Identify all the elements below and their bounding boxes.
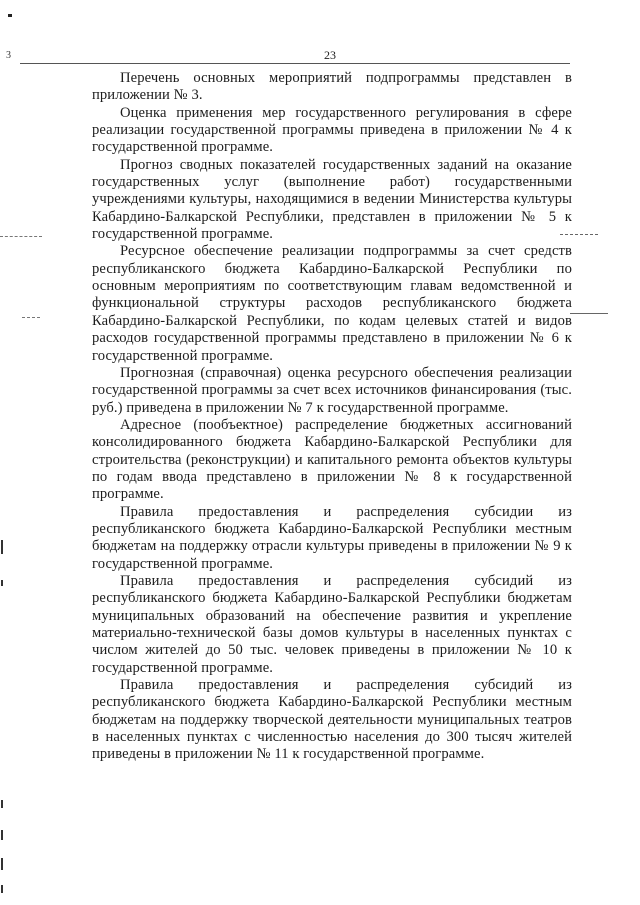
scan-artifact-dot — [8, 14, 12, 17]
header-rule — [20, 63, 570, 64]
paragraph: Прогнозная (справочная) оценка ресурсного обеспечения реализации государственной программы за счет всех источников финансирования (тыс. руб.) приведена в приложении № 7 к государственной программе. — [92, 364, 572, 416]
scan-artifact-edge — [1, 580, 3, 586]
scan-artifact-edge — [1, 885, 3, 893]
paragraph: Ресурсное обеспечение реализации подпрограммы за счет средств республиканского бюджета Кабардино-Балкарской Республики по основным мероприятиям по соответствующим главам ведомственной и функциональной структуры расходов республиканского бюджета Кабардино-Балкарской Республики, по кодам целевых статей и видов расходов государственной программы представлено в приложении № 6 к государственной программе. — [92, 243, 572, 364]
paragraph: Перечень основных мероприятий подпрограммы представлен в приложении № 3. — [92, 70, 572, 104]
scan-artifact-edge — [1, 830, 3, 840]
scan-artifact-edge — [1, 540, 3, 554]
scan-artifact-edge — [1, 858, 3, 870]
paragraph: Прогноз сводных показателей государственных заданий на оказание государственных услуг (выполнение работ) государственными учреждениями культуры, находящимися в ведении Министерства культуры Кабардино-Балкарской Республики, представлен в приложении № 5 к государственной программе. — [92, 156, 572, 243]
paragraph: Адресное (пообъектное) распределение бюджетных ассигнований консолидированного бюджета Кабардино-Балкарской Республики для строительства (реконструкции) и капитального ремонта объектов культуры по годам ввода представлено в приложении № 8 к государственной программе. — [92, 416, 572, 503]
page-number: 23 — [324, 48, 336, 62]
paragraph: Правила предоставления и распределения субсидии из республиканского бюджета Кабардино-Балкарской Республики местным бюджетам на поддержку отрасли культуры приведены в приложении № 9 к государственной программе. — [92, 503, 572, 572]
scan-artifact-line — [570, 313, 608, 314]
body-text — [92, 70, 572, 764]
margin-mark: 3 — [6, 50, 11, 61]
paragraph: Оценка применения мер государственного регулирования в сфере реализации государственной программы приведена в приложении № 4 к государственной программе. — [92, 104, 572, 156]
paragraph: Правила предоставления и распределения субсидий из республиканского бюджета Кабардино-Балкарской Республики бюджетам муниципальных образований на обеспечение развития и укрепление материально-технической базы домов культуры в населенных пунктах с числом жителей до 50 тыс. человек приведены в приложении № 10 к государственной программе. — [92, 572, 572, 676]
scan-artifact-line — [22, 317, 40, 318]
scan-artifact-line — [0, 236, 42, 237]
paragraph: Правила предоставления и распределения субсидий из республиканского бюджета Кабардино-Балкарской Республики местным бюджетам на поддержку творческой деятельности муниципальных театров в населенных пунктах с численностью населения до 300 тысяч жителей приведены в приложении № 11 к государственной программе. — [92, 677, 572, 763]
scan-artifact-edge — [1, 800, 3, 808]
